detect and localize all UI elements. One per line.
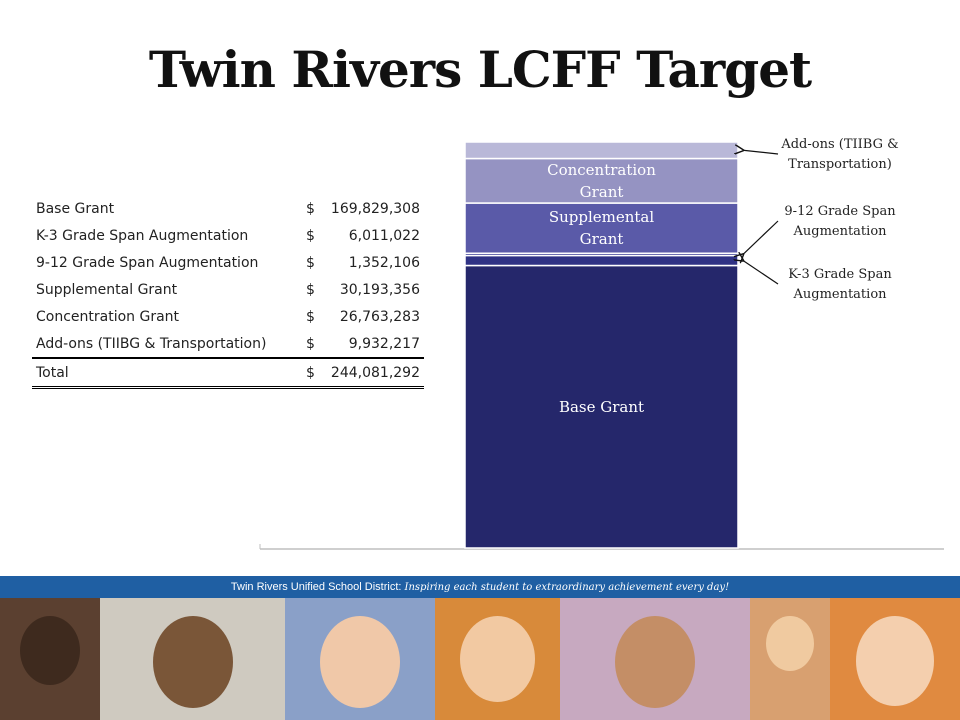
photo-girl-globe [830,598,960,720]
photo-boy-smiling [435,598,560,720]
currency-sign: $ [306,281,315,298]
district-slogan: Inspiring each student to extraordinary achievement every day! [404,582,730,593]
currency-sign: $ [306,308,315,325]
bar-label-line: Concentration [547,160,656,179]
total-label: Total [32,358,302,388]
bar-label-base-grant [559,398,644,416]
face-shape [153,616,233,708]
page-title: Twin Rivers LCFF Target [148,40,812,99]
bar-label-line: Grant [579,182,624,201]
row-label: Supplemental Grant [36,281,178,298]
district-name: Twin Rivers Unified School District: [230,581,402,593]
callout-label-line: 9-12 Grade Span [784,204,896,219]
callout-arrow-k-3-grade-span-augmentation [743,261,778,284]
amount-value: 244,081,292 [330,364,420,381]
amount-value: 169,829,308 [330,200,420,217]
photo-microscope-class [100,598,285,720]
footer-banner [0,576,960,598]
photo-strip [0,598,960,720]
row-label: Concentration Grant [36,308,180,325]
currency-sign: $ [306,335,315,352]
row-label: Add-ons (TIIBG & Transportation) [32,330,302,358]
face-shape [460,616,535,702]
callout-label-line: Augmentation [793,224,887,239]
row-label: K-3 Grade Span Augmentation [36,227,249,244]
callout-label-k-3-grade-span-augmentation [788,267,892,302]
callout-label-add-ons-tiibg-transportation [780,137,898,172]
callout-label-9-12-grade-span-augmentation [784,204,896,239]
photo-boys [0,598,100,720]
face-shape [766,616,814,671]
bar-segment-add-ons-tiibg-transportation [465,142,738,159]
amount-value: 26,763,283 [339,308,420,325]
amount-value: 6,011,022 [348,227,420,244]
amount-value: 1,352,106 [348,254,420,271]
bar-label-line: Grant [579,230,624,249]
currency-sign: $ [306,200,315,217]
currency-sign: $ [306,364,315,381]
bar-label-line: Base Grant [558,397,645,416]
amount-value: 30,193,356 [339,281,420,298]
bar-label-line: Supplemental [548,208,655,227]
row-label: 9-12 Grade Span Augmentation [36,254,259,271]
currency-sign: $ [306,254,315,271]
callout-label-line: Add-ons (TIIBG & [781,137,899,152]
callout-label-line: Augmentation [793,287,887,302]
face-shape [615,616,695,708]
photo-girl-smiling [285,598,435,720]
stacked-bar-chart [250,130,960,570]
photo-teacher-students [560,598,750,720]
currency-sign: $ [306,227,315,244]
row-label: Base Grant [36,200,115,217]
face-shape [320,616,400,708]
callout-arrow-9-12-grade-span-augmentation [743,221,778,254]
callout-label-line: K-3 Grade Span [788,267,892,282]
bar-segment-k-3-grade-span-augmentation [465,256,738,266]
photo-asian-child [750,598,830,720]
callout-arrow-add-ons-tiibg-transportation [743,150,778,154]
callout-label-line: Transportation) [788,157,892,172]
amount-value: 9,932,217 [348,335,420,352]
face-shape [20,616,80,685]
face-shape [856,616,934,706]
